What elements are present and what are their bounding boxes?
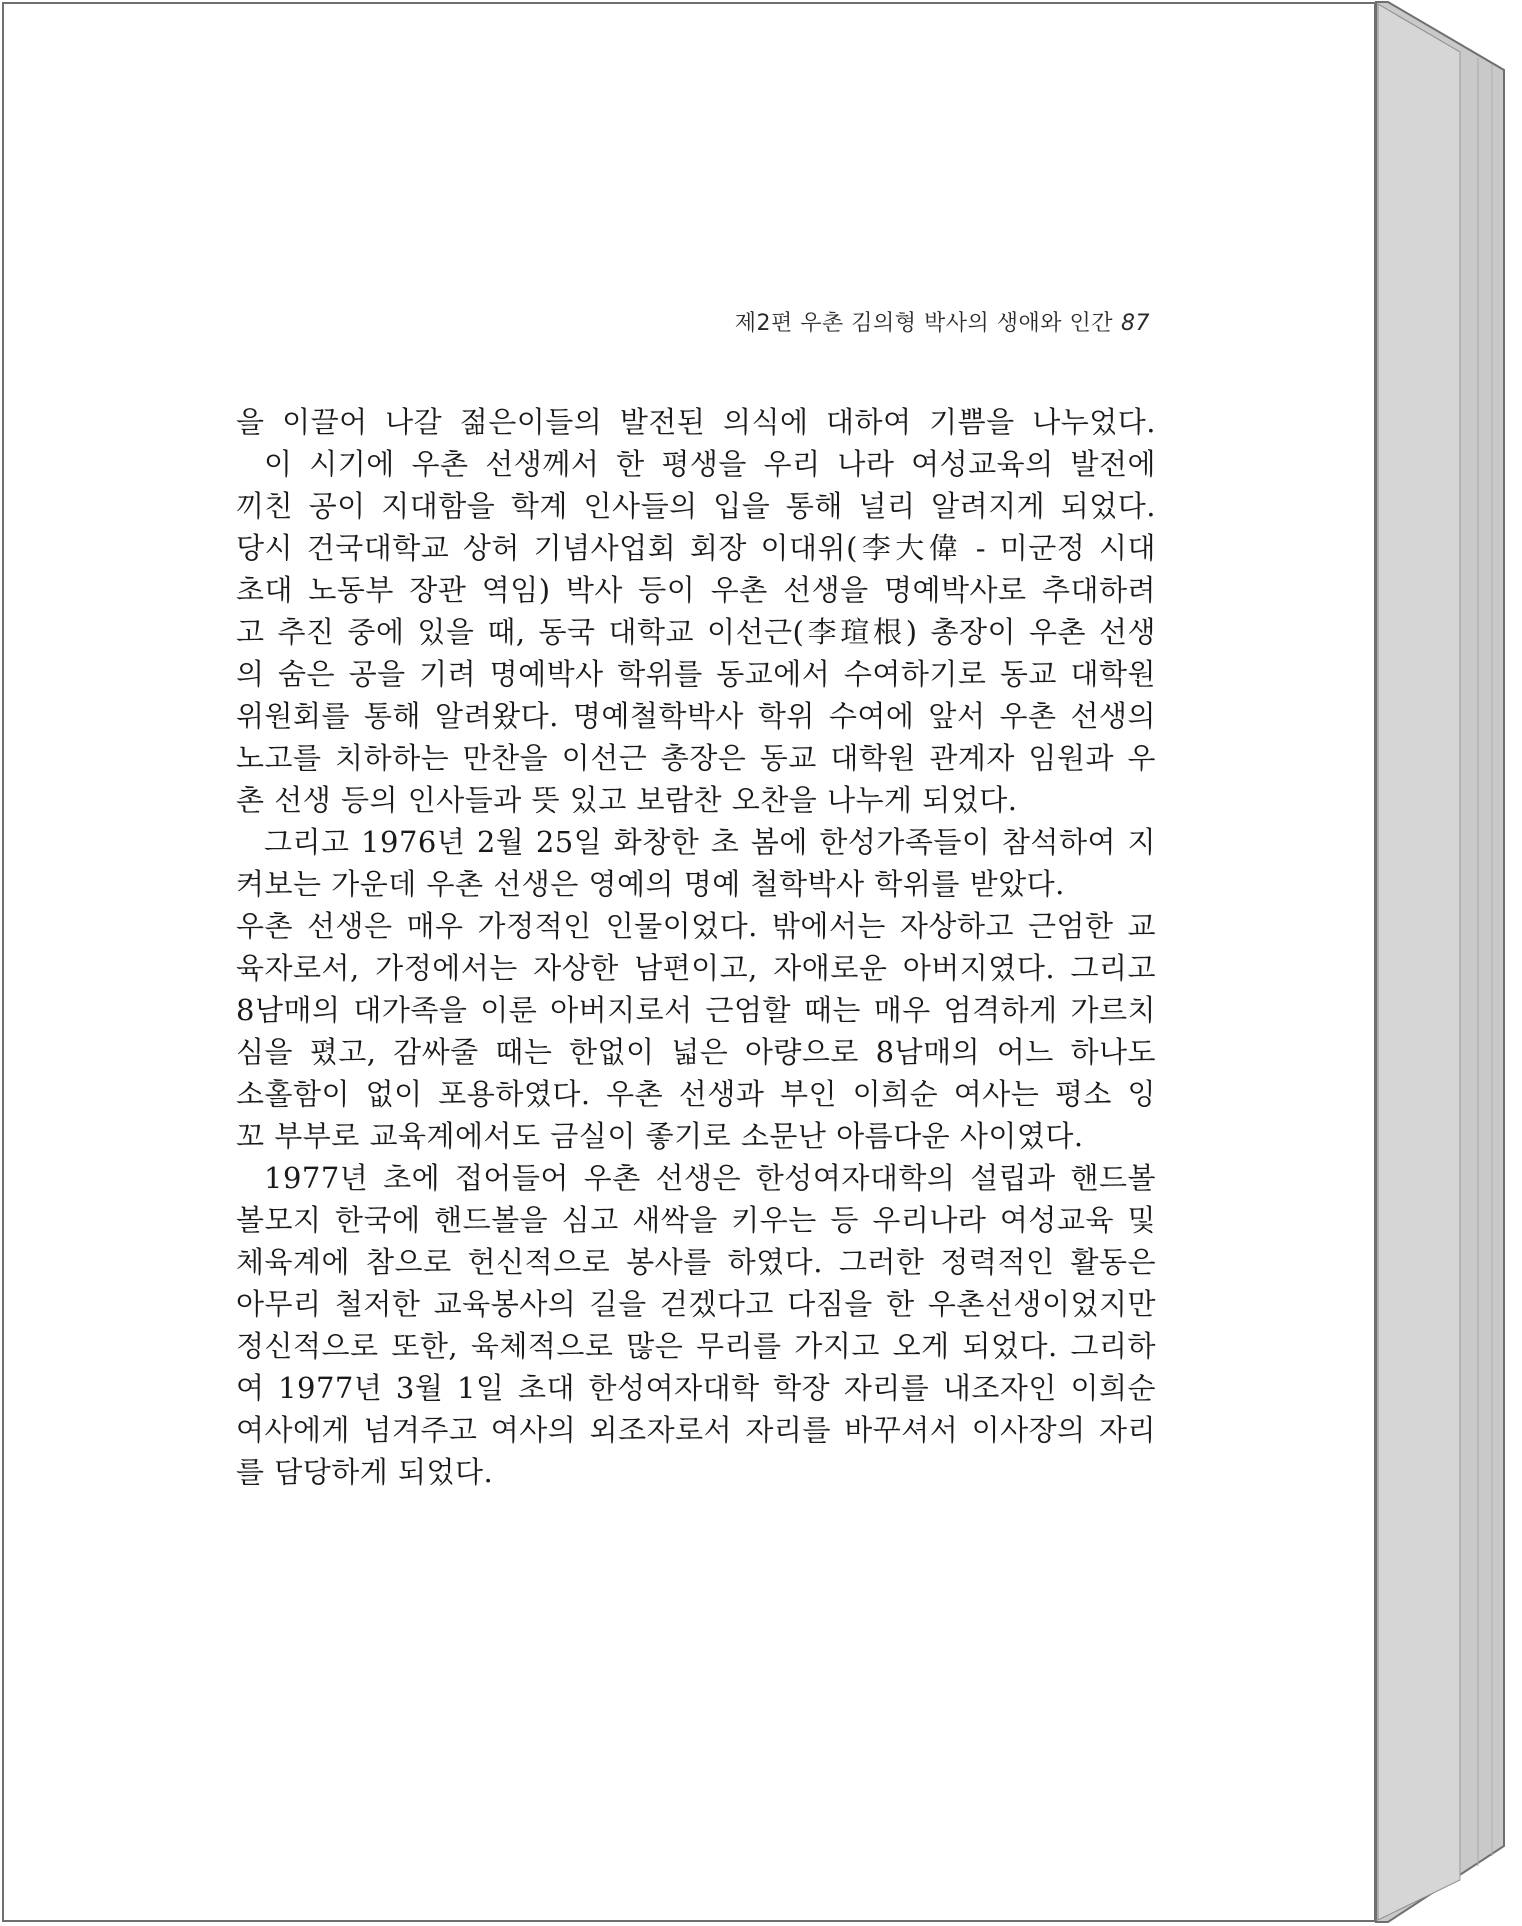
text-line: 고 추진 중에 있을 때, 동국 대학교 이선근(李瑄根) 총장이 우촌 선생: [236, 615, 1156, 649]
text-line: 를 담당하게 되었다.: [236, 1455, 494, 1489]
text-line: 8남매의 대가족을 이룬 아버지로서 근엄할 때는 매우 엄격하게 가르치: [236, 993, 1156, 1027]
text-line: 꼬 부부로 교육계에서도 금실이 좋기로 소문난 아름다운 사이였다.: [236, 1119, 1084, 1153]
text-line: 우촌 선생은 매우 가정적인 인물이었다. 밖에서는 자상하고 근엄한 교: [236, 909, 1156, 943]
text-line: 의 숨은 공을 기려 명예박사 학위를 동교에서 수여하기로 동교 대학원: [236, 657, 1156, 691]
text-line: 노고를 치하하는 만찬을 이선근 총장은 동교 대학원 관계자 임원과 우: [236, 741, 1156, 775]
text-line: 초대 노동부 장관 역임) 박사 등이 우촌 선생을 명예박사로 추대하려: [236, 573, 1156, 607]
text-line: 심을 폈고, 감싸줄 때는 한없이 넓은 아량으로 8남매의 어느 하나도: [236, 1035, 1156, 1069]
text-line: 위원회를 통해 알려왔다. 명예철학박사 학위 수여에 앞서 우촌 선생의: [236, 699, 1156, 733]
text-line: 촌 선생 등의 인사들과 뜻 있고 보람찬 오찬을 나누게 되었다.: [236, 783, 1018, 817]
text-line: 당시 건국대학교 상허 기념사업회 회장 이대위(李大偉 - 미군정 시대: [236, 531, 1156, 565]
text-line: 이 시기에 우촌 선생께서 한 평생을 우리 나라 여성교육의 발전에: [264, 447, 1156, 481]
text-line: 그리고 1976년 2월 25일 화창한 초 봄에 한성가족들이 참석하여 지: [264, 825, 1156, 859]
text-line: 여 1977년 3월 1일 초대 한성여자대학 학장 자리를 내조자인 이희순: [236, 1371, 1156, 1405]
running-title: 제2편 우촌 김의형 박사의 생애와 인간: [734, 311, 1113, 336]
running-header: [690, 306, 1150, 337]
body-text: [236, 401, 1156, 1493]
page-number: 87: [1121, 311, 1150, 336]
text-line: 볼모지 한국에 핸드볼을 심고 새싹을 키우는 등 우리나라 여성교육 및: [236, 1203, 1156, 1237]
text-line: 끼친 공이 지대함을 학계 인사들의 입을 통해 널리 알려지게 되었다.: [236, 489, 1156, 523]
text-line: 육자로서, 가정에서는 자상한 남편이고, 자애로운 아버지였다. 그리고: [236, 951, 1156, 985]
text-line: 을 이끌어 나갈 젊은이들의 발전된 의식에 대하여 기쁨을 나누었다.: [236, 405, 1156, 439]
text-line: 정신적으로 또한, 육체적으로 많은 무리를 가지고 오게 되었다. 그리하: [236, 1329, 1156, 1363]
text-line: 켜보는 가운데 우촌 선생은 영예의 명예 철학박사 학위를 받았다.: [236, 867, 1065, 901]
text-line: 여사에게 넘겨주고 여사의 외조자로서 자리를 바꾸셔서 이사장의 자리: [236, 1413, 1156, 1447]
text-line: 1977년 초에 접어들어 우촌 선생은 한성여자대학의 설립과 핸드볼: [264, 1161, 1156, 1195]
text-line: 소홀함이 없이 포용하였다. 우촌 선생과 부인 이희순 여사는 평소 잉: [236, 1077, 1156, 1111]
text-line: 체육계에 참으로 헌신적으로 봉사를 하였다. 그러한 정력적인 활동은: [236, 1245, 1156, 1279]
text-line: 아무리 철저한 교육봉사의 길을 걷겠다고 다짐을 한 우촌선생이었지만: [236, 1287, 1156, 1321]
